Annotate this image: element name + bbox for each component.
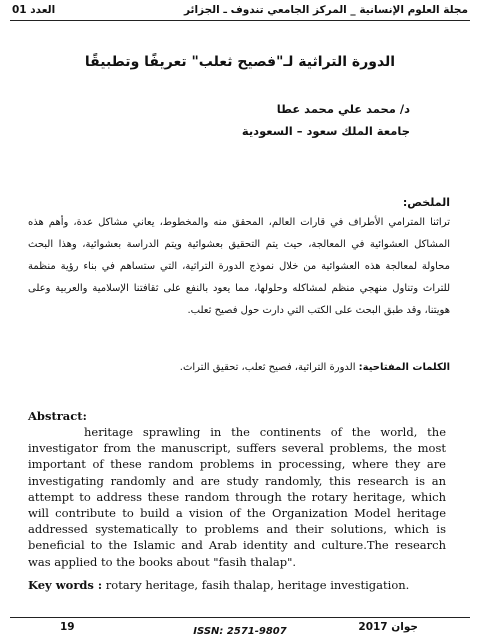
arabic-abstract-heading: الملخص: [402,196,450,209]
header-divider [10,20,470,21]
arabic-keywords-label: الكلمات المفتاحية: [358,362,450,373]
english-keywords [28,578,409,592]
english-abstract-heading: Abstract: [28,409,87,423]
journal-name: مجلة العلوم الإنسانية _ المركز الجامعي تندوف ـ الجزائر [183,4,468,16]
english-abstract-text: heritage sprawling in the continents of the world, the investigator from the manuscript, suffers several problems, the most important of these random problems in processing, where they are investigating randomly and are study randomly, this research is an attempt to address these random through the rotary heritage, which will contribute to build a vision of the Organization Model heritage addressed systematically to problems and their solutions, which is beneficial to the Islamic and Arab identity and culture.The research was applied to the books about "fasih thalap". [28,425,446,569]
english-keywords-list: rotary heritage, fasih thalap, heritage investigation. [102,578,410,592]
issue-number: العدد 01 [12,4,56,16]
arabic-keywords-list: الدورة التراثية، فصيح ثعلب، تحقيق التراث. [179,362,359,373]
author-name: د/ محمد علي محمد عطا [276,102,410,116]
english-keywords-label: Key words : [28,578,103,592]
page-number: 19 [60,621,75,633]
issn: ISSN: 2571-9807 [193,626,287,637]
arabic-keywords [180,362,450,373]
author-affiliation: جامعة الملك سعود – السعودية [241,124,410,138]
footer-divider [10,617,470,618]
article-title: الدورة التراثية لـ"فصيح ثعلب" تعريفًا وتطبيقًا [84,54,396,70]
publication-date: جوان 2017 [358,621,418,633]
arabic-abstract-text: تراثنا المترامي الأطراف في قارات العالم، المحقق منه والمخطوط، يعاني مشاكل عدة، وأهم هذه المشاكل العشوائية في المعالجة، حيث يتم التحقيق بعشوائية ويتم الدراسة بعشوائية، وهذا البحث محاولة لمعالجة هذه العشوائية من خلال نموذج الدورة التراثية، التي ستساهم في بناء رؤية منظمة للتراث وتناول منهجي منظم لمشاكله وحلولها، مما يعود بالنفع على ثقافتنا الإسلامية والعربية وعلى هويتنا، وقد طبق البحث على الكتب التي دارت حول فصيح ثعلب. [28,217,450,316]
